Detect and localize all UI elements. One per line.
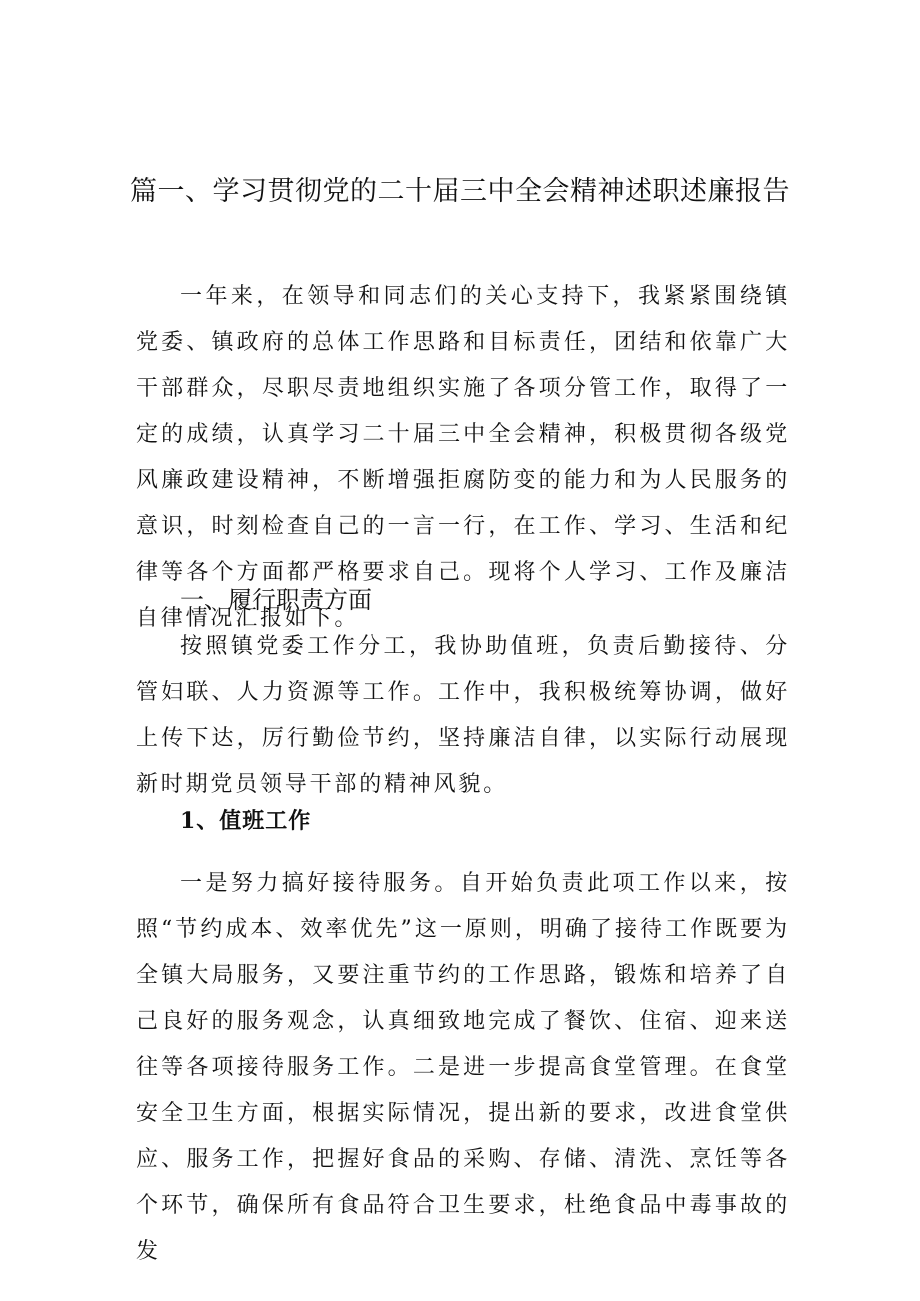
section-heading-duties: 一、履行职责方面: [180, 586, 372, 614]
document-title: 篇一、学习贯彻党的二十届三中全会精神述职述廉报告: [130, 176, 790, 207]
intro-paragraph: 一年来，在领导和同志们的关心支持下，我紧紧围绕镇党委、镇政府的总体工作思路和目标责任，团结和依靠广大干部群众，尽职尽责地组织实施了各项分管工作，取得了一定的成绩，认真学习二十届三中全会精神，积极贯彻各级党风廉政建设精神，不断增强拒腐防变的能力和为人民服务的意识，时刻检查自己的一言一行，在工作、学习、生活和纪律等各个方面都严格要求自己。现将个人学习、工作及廉洁自律情况汇报如下。: [136, 284, 790, 631]
subsection-duty-work-paragraph: 一是努力搞好接待服务。自开始负责此项工作以来，按照“节约成本、效率优先”这一原则，明确了接待工作既要为全镇大局服务，又要注重节约的工作思路，锻炼和培养了自己良好的服务观念，认真细致地完成了餐饮、住宿、迎来送往等各项接待服务工作。二是进一步提高食堂管理。在食堂安全卫生方面，根据实际情况，提出新的要求，改进食堂供应、服务工作，把握好食品的采购、存储、清洗、烹饪等各个环节，确保所有食品符合卫生要求，杜绝食品中毒事故的发: [136, 871, 790, 1264]
subsection-heading-duty-work: 1、值班工作: [180, 808, 312, 834]
section-duties-paragraph: 按照镇党委工作分工，我协助值班，负责后勤接待、分管妇联、人力资源等工作。工作中，我积极统筹协调，做好上传下达，厉行勤俭节约，坚持廉洁自律，以实际行动展现新时期党员领导干部的精神风貌。: [136, 634, 790, 797]
